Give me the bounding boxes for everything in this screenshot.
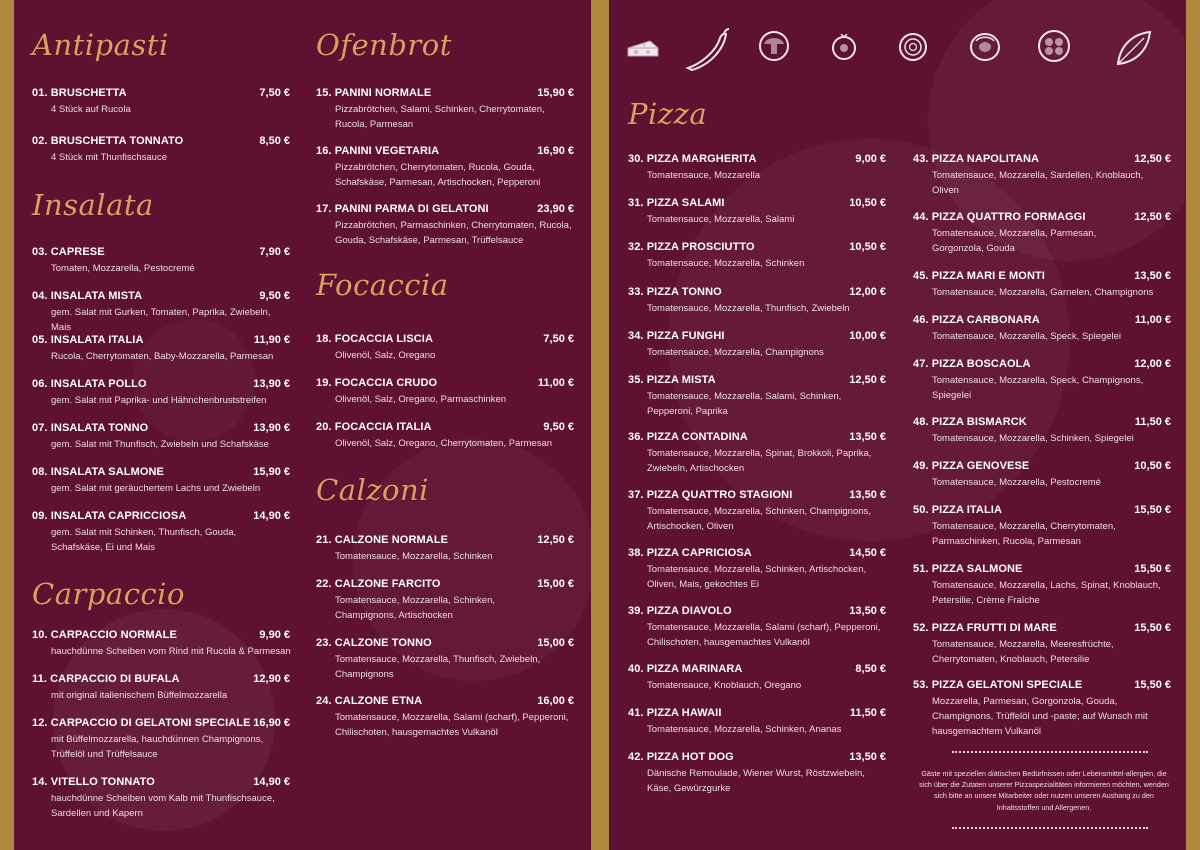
item-name: 43. PIZZA NAPOLITANA <box>913 153 1040 165</box>
item-description: Tomatensauce, Mozzarella, Salami, Schinken, Pepperoni, Paprika <box>647 391 842 417</box>
item-description: Rucola, Cherrytomaten, Baby-Mozzarella, Parmesan <box>51 351 274 362</box>
menu-item <box>628 374 886 419</box>
menu-item <box>628 663 886 693</box>
item-description: Tomatensauce, Mozzarella, Speck, Champignons, Spiegelei <box>932 375 1144 401</box>
item-description: Pizzabrötchen, Salami, Schinken, Cherrytomaten, Rucola, Parmesan <box>335 104 545 130</box>
item-description: gem. Salat mit Paprika- und Hähnchenbruststreifen <box>51 395 267 406</box>
item-name: 23. CALZONE TONNO <box>316 637 432 649</box>
item-name: 08. INSALATA SALMONE <box>32 466 164 478</box>
allergy-note: Gäste mit speziellen diätischen Bedürfnissen oder Lebensmittel-allergien, die sich über die Zutaten unserer Pizzaspezialitäten informieren möchten, wenden sich bitte an unsere Mitarbeiter oder nutzen unseren Aushang zu den Inhaltsstoffen und Allergenen. <box>919 769 1169 812</box>
olive-icon <box>968 30 1002 67</box>
item-name: 24. CALZONE ETNA <box>316 695 423 707</box>
tomato-icon <box>830 34 858 65</box>
cheese-icon <box>626 38 660 69</box>
item-price: 11,00 € <box>537 377 574 389</box>
item-price: 10,00 € <box>849 330 886 342</box>
menu-item <box>628 489 886 534</box>
item-description: mit original italienischem Büffelmozzarella <box>51 690 228 701</box>
item-description: Tomaten, Mozzarella, Pestocremé <box>51 263 195 274</box>
menu-item <box>32 334 290 364</box>
item-name: 04. INSALATA MISTA <box>32 290 143 302</box>
menu-item <box>628 605 886 650</box>
item-description: Tomatensauce, Mozzarella, Lachs, Spinat, Knoblauch, Petersilie, Crème Fraîche <box>932 580 1161 606</box>
item-name: 35. PIZZA MISTA <box>628 374 716 386</box>
item-price: 11,90 € <box>253 334 290 346</box>
section-title-pizza: Pizza <box>628 97 708 131</box>
item-price: 15,00 € <box>537 578 574 590</box>
item-price: 15,90 € <box>537 87 574 99</box>
item-description: gem. Salat mit Gurken, Tomaten, Paprika, Zwiebeln, Mais <box>51 307 271 333</box>
item-description: Tomatensauce, Mozzarella, Pestocremé <box>932 477 1101 488</box>
item-description: Tomatensauce, Mozzarella, Champignons <box>647 347 824 358</box>
menu-item <box>628 197 886 227</box>
menu-item <box>628 547 886 592</box>
item-name: 19. FOCACCIA CRUDO <box>316 377 438 389</box>
onion-icon <box>898 32 928 67</box>
item-name: 41. PIZZA HAWAII <box>628 707 722 719</box>
item-description: Tomatensauce, Mozzarella, Schinken, Champignons, Artischocken <box>335 595 495 621</box>
menu-item <box>32 246 290 276</box>
item-price: 15,90 € <box>253 466 290 478</box>
item-description: Tomatensauce, Knoblauch, Oregano <box>647 680 802 691</box>
item-name: 16. PANINI VEGETARIA <box>316 145 440 157</box>
divider-bottom <box>952 827 1148 831</box>
divider-top <box>952 751 1148 755</box>
menu-item <box>316 333 574 363</box>
item-description: hauchdünne Scheiben vom Kalb mit Thunfischsauce, Sardellen und Kapern <box>51 793 275 819</box>
item-description: Tomatensauce, Mozzarella, Schinken, Champignons, Artischocken, Oliven <box>647 506 871 532</box>
basil-leaf-icon <box>1114 28 1154 73</box>
item-name: 34. PIZZA FUNGHI <box>628 330 725 342</box>
section-title-calzoni: Calzoni <box>316 473 429 507</box>
menu-item <box>628 751 886 796</box>
menu-item <box>913 679 1171 739</box>
menu-item <box>628 330 886 360</box>
menu-item <box>32 422 290 452</box>
item-price: 15,50 € <box>1134 622 1171 634</box>
item-name: 21. CALZONE NORMALE <box>316 534 449 546</box>
item-name: 42. PIZZA HOT DOG <box>628 751 734 763</box>
item-name: 53. PIZZA GELATONI SPECIALE <box>913 679 1083 691</box>
item-price: 16,90 € <box>253 717 290 729</box>
menu-item <box>913 563 1171 608</box>
item-name: 50. PIZZA ITALIA <box>913 504 1002 516</box>
section-title-ofenbrot: Ofenbrot <box>316 28 452 62</box>
mushroom-icon <box>756 30 792 67</box>
item-description: Tomatensauce, Mozzarella, Sardellen, Knoblauch, Oliven <box>932 170 1144 196</box>
item-name: 12. CARPACCIO DI GELATONI SPECIALE <box>32 717 251 729</box>
item-name: 46. PIZZA CARBONARA <box>913 314 1040 326</box>
item-description: Tomatensauce, Mozzarella, Salami <box>647 214 795 225</box>
item-price: 13,50 € <box>849 751 886 763</box>
item-price: 13,50 € <box>849 489 886 501</box>
menu-item <box>32 629 290 659</box>
item-description: Tomatensauce, Mozzarella <box>647 170 760 181</box>
item-price: 9,50 € <box>259 290 290 302</box>
item-description: Olivenöl, Salz, Oregano, Parmaschinken <box>335 394 507 405</box>
menu-item <box>32 290 290 335</box>
item-price: 11,50 € <box>1134 416 1171 428</box>
item-name: 30. PIZZA MARGHERITA <box>628 153 757 165</box>
item-name: 49. PIZZA GENOVESE <box>913 460 1030 472</box>
item-name: 18. FOCACCIA LISCIA <box>316 333 434 345</box>
right-menu-panel <box>609 0 1186 850</box>
item-name: 06. INSALATA POLLO <box>32 378 147 390</box>
item-price: 12,00 € <box>849 286 886 298</box>
item-price: 15,50 € <box>1134 504 1171 516</box>
item-name: 01. BRUSCHETTA <box>32 87 127 99</box>
menu-item <box>913 153 1171 198</box>
item-description: hauchdünne Scheiben vom Rind mit Rucola & Parmesan <box>51 646 291 657</box>
section-title-carpaccio: Carpaccio <box>32 577 185 611</box>
item-price: 12,00 € <box>1134 358 1171 370</box>
item-price: 7,50 € <box>543 333 574 345</box>
item-description: Pizzabrötchen, Parmaschinken, Cherrytomaten, Rucola, Gouda, Schafskäse, Parmesan, Trüffelsauce <box>335 220 572 246</box>
chili-icon <box>682 28 730 77</box>
item-name: 51. PIZZA SALMONE <box>913 563 1023 575</box>
menu-item <box>913 314 1171 344</box>
item-description: 4 Stück auf Rucola <box>51 104 131 115</box>
item-name: 14. VITELLO TONNATO <box>32 776 155 788</box>
item-description: Olivenöl, Salz, Oregano, Cherrytomaten, Parmesan <box>335 438 553 449</box>
item-name: 47. PIZZA BOSCAOLA <box>913 358 1031 370</box>
menu-item <box>32 717 290 762</box>
section-title-focaccia: Focaccia <box>316 268 449 302</box>
item-price: 13,50 € <box>1134 270 1171 282</box>
item-description: Tomatensauce, Mozzarella, Salami (scharf), Pepperoni, Chilischoten, hausgemachtes Vulkanöl <box>647 622 881 648</box>
menu-item <box>32 87 290 117</box>
item-description: mit Büffelmozzarella, hauchdünnen Champignons, Trüffelöl und Trüffelsauce <box>51 734 264 760</box>
menu-item <box>32 466 290 496</box>
item-description: Tomatensauce, Mozzarella, Garnelen, Champignons <box>932 287 1154 298</box>
item-description: Tomatensauce, Mozzarella, Thunfisch, Zwiebeln <box>647 303 850 314</box>
menu-item <box>316 695 574 740</box>
section-title-antipasti: Antipasti <box>32 28 169 62</box>
item-description: Mozzarella, Parmesan, Gorgonzola, Gouda, Champignons, Trüffelöl und -paste; auf Wunsch mit hausgemachtem Vulkanöl <box>932 696 1148 737</box>
item-description: Tomatensauce, Mozzarella, Schinken <box>647 258 805 269</box>
item-price: 14,90 € <box>253 776 290 788</box>
item-price: 14,50 € <box>849 547 886 559</box>
item-description: Olivenöl, Salz, Oregano <box>335 350 436 361</box>
item-price: 10,50 € <box>849 241 886 253</box>
item-description: Tomatensauce, Mozzarella, Schinken <box>335 551 493 562</box>
item-description: gem. Salat mit Thunfisch, Zwiebeln und Schafskäse <box>51 439 269 450</box>
item-price: 12,50 € <box>1134 211 1171 223</box>
item-name: 10. CARPACCIO NORMALE <box>32 629 177 641</box>
menu-item <box>316 421 574 451</box>
item-price: 12,50 € <box>849 374 886 386</box>
item-description: Dänische Remoulade, Wiener Wurst, Röstzwiebeln, Käse, Gewürzgurke <box>647 768 865 794</box>
item-name: 39. PIZZA DIAVOLO <box>628 605 732 617</box>
item-price: 11,00 € <box>1134 314 1171 326</box>
menu-item <box>913 504 1171 549</box>
menu-item <box>913 211 1171 256</box>
menu-item <box>913 622 1171 667</box>
section-title-insalata: Insalata <box>32 188 154 222</box>
menu-item <box>913 358 1171 403</box>
item-price: 15,50 € <box>1134 679 1171 691</box>
item-description: gem. Salat mit Schinken, Thunfisch, Gouda, Schafskäse, Ei und Mais <box>51 527 237 553</box>
menu-item <box>316 377 574 407</box>
item-description: Tomatensauce, Mozzarella, Meeresfrüchte, Cherrytomaten, Knoblauch, Petersilie <box>932 639 1114 665</box>
menu-item <box>316 534 574 564</box>
item-name: 40. PIZZA MARINARA <box>628 663 743 675</box>
item-price: 12,90 € <box>253 673 290 685</box>
item-name: 38. PIZZA CAPRICIOSA <box>628 547 752 559</box>
menu-item <box>32 673 290 703</box>
item-price: 8,50 € <box>259 135 290 147</box>
item-price: 15,00 € <box>537 637 574 649</box>
item-description: Tomatensauce, Mozzarella, Schinken, Ananas <box>647 724 842 735</box>
item-name: 11. CARPACCIO DI BUFALA <box>32 673 180 685</box>
item-price: 16,90 € <box>537 145 574 157</box>
item-description: gem. Salat mit geräuchertem Lachs und Zwiebeln <box>51 483 261 494</box>
menu-item <box>316 203 574 248</box>
item-price: 14,90 € <box>253 510 290 522</box>
item-name: 31. PIZZA SALAMI <box>628 197 725 209</box>
item-description: 4 Stück mit Thunfischsauce <box>51 152 167 163</box>
menu-item <box>628 286 886 316</box>
item-description: Tomatensauce, Mozzarella, Schinken, Spiegelei <box>932 433 1134 444</box>
item-name: 17. PANINI PARMA DI GELATONI <box>316 203 489 215</box>
menu-item <box>316 578 574 623</box>
item-name: 07. INSALATA TONNO <box>32 422 149 434</box>
menu-item <box>628 241 886 271</box>
item-description: Tomatensauce, Mozzarella, Parmesan, Gorgonzola, Gouda <box>932 228 1097 254</box>
item-description: Pizzabrötchen, Cherrytomaten, Rucola, Gouda, Schafskäse, Parmesan, Artischocken, Pepperoni <box>335 162 541 188</box>
menu-item <box>913 270 1171 300</box>
item-name: 36. PIZZA CONTADINA <box>628 431 748 443</box>
item-price: 10,50 € <box>1134 460 1171 472</box>
menu-item <box>628 431 886 476</box>
item-name: 22. CALZONE FARCITO <box>316 578 441 590</box>
item-price: 9,90 € <box>259 629 290 641</box>
item-name: 45. PIZZA MARI E MONTI <box>913 270 1045 282</box>
item-name: 48. PIZZA BISMARCK <box>913 416 1027 428</box>
item-description: Tomatensauce, Mozzarella, Thunfisch, Zwiebeln, Champignons <box>335 654 541 680</box>
menu-item <box>32 135 290 165</box>
menu-item <box>913 416 1171 446</box>
item-name: 03. CAPRESE <box>32 246 105 258</box>
item-price: 13,50 € <box>849 431 886 443</box>
item-price: 13,90 € <box>253 422 290 434</box>
item-description: Tomatensauce, Mozzarella, Schinken, Artischocken, Oliven, Mais, gekochtes Ei <box>647 564 867 590</box>
item-name: 02. BRUSCHETTA TONNATO <box>32 135 184 147</box>
item-price: 9,50 € <box>543 421 574 433</box>
item-name: 44. PIZZA QUATTRO FORMAGGI <box>913 211 1086 223</box>
item-price: 13,90 € <box>253 378 290 390</box>
menu-item <box>316 87 574 132</box>
item-price: 11,50 € <box>849 707 886 719</box>
menu-item <box>913 460 1171 490</box>
item-price: 7,90 € <box>259 246 290 258</box>
menu-item <box>316 637 574 682</box>
left-menu-panel <box>14 0 591 850</box>
item-price: 8,50 € <box>855 663 886 675</box>
item-description: Tomatensauce, Mozzarella, Spinat, Brokkoli, Paprika, Zwiebeln, Artischocken <box>647 448 872 474</box>
menu-item <box>32 776 290 821</box>
item-name: 20. FOCACCIA ITALIA <box>316 421 432 433</box>
menu-item <box>628 707 886 737</box>
item-name: 09. INSALATA CAPRICCIOSA <box>32 510 187 522</box>
item-description: Tomatensauce, Mozzarella, Speck, Spiegelei <box>932 331 1122 342</box>
item-name: 33. PIZZA TONNO <box>628 286 722 298</box>
menu-item <box>32 510 290 555</box>
item-price: 15,50 € <box>1134 563 1171 575</box>
item-price: 7,50 € <box>259 87 290 99</box>
item-price: 9,00 € <box>855 153 886 165</box>
item-name: 52. PIZZA FRUTTI DI MARE <box>913 622 1057 634</box>
item-description: Tomatensauce, Mozzarella, Cherrytomaten, Parmaschinken, Rucola, Parmesan <box>932 521 1116 547</box>
menu-item <box>32 378 290 408</box>
item-name: 15. PANINI NORMALE <box>316 87 432 99</box>
garlic-icon <box>1036 28 1072 69</box>
item-price: 13,50 € <box>849 605 886 617</box>
item-price: 10,50 € <box>849 197 886 209</box>
item-name: 32. PIZZA PROSCIUTTO <box>628 241 755 253</box>
item-price: 23,90 € <box>537 203 574 215</box>
menu-item <box>628 153 886 183</box>
item-price: 12,50 € <box>1134 153 1171 165</box>
item-price: 16,00 € <box>537 695 574 707</box>
item-price: 12,50 € <box>537 534 574 546</box>
menu-item <box>316 145 574 190</box>
item-description: Tomatensauce, Mozzarella, Salami (scharf), Pepperoni, Chilischoten, hausgemachtes Vulkanöl <box>335 712 569 738</box>
ingredient-icons-row <box>626 28 1166 78</box>
item-name: 05. INSALATA ITALIA <box>32 334 144 346</box>
item-name: 37. PIZZA QUATTRO STAGIONI <box>628 489 793 501</box>
